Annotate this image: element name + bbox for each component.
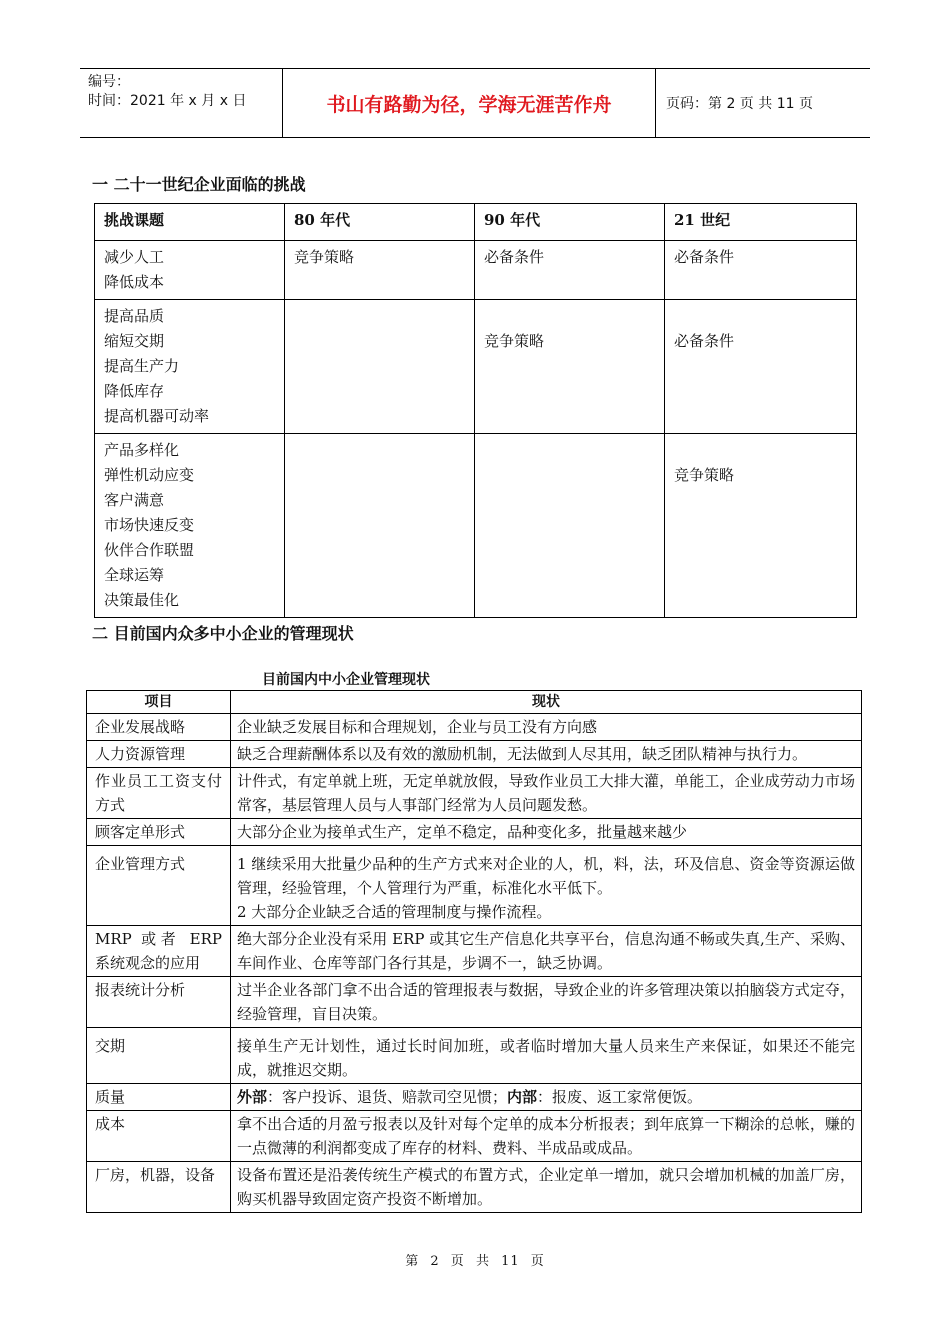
- status-cell: 接单生产无计划性，通过长时间加班，或者临时增加大量人员来生产来保证，如果还不能完成，就推迟交期。: [231, 1028, 862, 1084]
- topic-item: 市场快速反变: [104, 516, 195, 534]
- topic-cell: [95, 241, 285, 300]
- topic-item: 产品多样化: [104, 441, 180, 459]
- status-cell: 过半企业各部门拿不出合适的管理报表与数据，导致企业的许多管理决策以拍脑袋方式定夺，经验管理，盲目决策。: [231, 977, 862, 1028]
- table-row: [87, 1028, 862, 1084]
- status-cell: [231, 1084, 862, 1111]
- external-label: 外部: [237, 1088, 268, 1106]
- header-cell: 项目: [87, 691, 231, 714]
- topic-item: 弹性机动应变: [104, 466, 195, 484]
- header-cell: 现状: [231, 691, 862, 714]
- status-cell: 企业缺乏发展目标和合理规划，企业与员工没有方向感: [231, 714, 862, 741]
- item-cell: 顾客定单形式: [87, 819, 231, 846]
- topic-cell: [95, 300, 285, 434]
- header-cell: 挑战课题: [95, 204, 285, 241]
- table-row: [87, 741, 862, 768]
- status-cell: 大部分企业为接单式生产，定单不稳定，品种变化多，批量越来越少: [231, 819, 862, 846]
- doc-time-label: 时间：2021 年 x 月 x 日: [88, 93, 247, 109]
- table-row: [87, 1162, 862, 1213]
- topic-item: 决策最佳化: [104, 591, 180, 609]
- status-cell: [231, 846, 862, 926]
- item-cell: 作业员工工资支付方式: [87, 768, 231, 819]
- item-cell: 企业管理方式: [87, 846, 231, 926]
- external-text: ：客户投诉、退货、赔款司空见惯；: [267, 1088, 508, 1106]
- topic-item: 缩短交期: [104, 332, 165, 350]
- page-footer: [0, 1250, 950, 1269]
- item-cell: 交期: [87, 1028, 231, 1084]
- value-cell-21c: 必备条件: [665, 300, 857, 434]
- topic-item: 提高品质: [104, 307, 165, 325]
- table-row: [95, 434, 857, 618]
- status-cell: 缺乏合理薪酬体系以及有效的激励机制，无法做到人尽其用，缺乏团队精神与执行力。: [231, 741, 862, 768]
- footer-current-page: 2: [430, 1254, 440, 1269]
- table-row: [95, 241, 857, 300]
- value-cell-21c: 必备条件: [665, 241, 857, 300]
- header-cell: 90 年代: [475, 204, 665, 241]
- value-cell-80s: [285, 300, 475, 434]
- value-cell-90s: [475, 434, 665, 618]
- management-status-table: [86, 690, 862, 1213]
- header-meta: [80, 69, 283, 137]
- header-motto: 书山有路勤为径，学海无涯苦作舟: [283, 69, 656, 137]
- footer-total-pages: 11: [501, 1254, 520, 1269]
- status-cell: 计件式，有定单就上班，无定单就放假，导致作业员工大排大灌，单能工，企业成劳动力市场常客，基层管理人员与人事部门经常为人员问题发愁。: [231, 768, 862, 819]
- header-cell: 21 世纪: [665, 204, 857, 241]
- value-cell-80s: 竞争策略: [285, 241, 475, 300]
- status-cell: 拿不出合适的月盈亏报表以及针对每个定单的成本分析报表；到年底算一下糊涂的总帐，赚的一点微薄的利润都变成了库存的材料、费料、半成品或成品。: [231, 1111, 862, 1162]
- topic-item: 降低库存: [104, 382, 165, 400]
- value-cell-80s: [285, 434, 475, 618]
- section-2-title: 二 目前国内众多中小企业的管理现状: [92, 624, 354, 643]
- table-row: [87, 768, 862, 819]
- topic-item: 提高生产力: [104, 357, 180, 375]
- topic-cell: [95, 434, 285, 618]
- section-1-title: 一 二十一世纪企业面临的挑战: [92, 175, 306, 194]
- topic-item: 降低成本: [104, 273, 165, 291]
- topic-item: 减少人工: [104, 248, 165, 266]
- header-cell: 80 年代: [285, 204, 475, 241]
- status-paragraph: 1 继续采用大批量少品种的生产方式来对企业的人，机，料，法，环及信息、资金等资源运做管理，经验管理，个人管理行为严重，标准化水平低下。: [237, 855, 855, 897]
- item-cell: 人力资源管理: [87, 741, 231, 768]
- topic-item: 伙伴合作联盟: [104, 541, 195, 559]
- challenges-table: [94, 203, 857, 618]
- doc-number-label: 编号：: [88, 74, 130, 90]
- table-header-row: [87, 691, 862, 714]
- table-row: [87, 819, 862, 846]
- table-row: [87, 1111, 862, 1162]
- table-row: [87, 977, 862, 1028]
- item-cell: 成本: [87, 1111, 231, 1162]
- footer-part: 第: [405, 1254, 420, 1269]
- footer-part: 共: [475, 1254, 490, 1269]
- table-row: [95, 300, 857, 434]
- topic-item: 全球运筹: [104, 566, 165, 584]
- footer-part: 页: [450, 1254, 465, 1269]
- internal-text: ：报废、返工家常便饭。: [537, 1088, 703, 1106]
- status-cell: 绝大部分企业没有采用 ERP 或其它生产信息化共享平台，信息沟通不畅或失真,生产、采购、车间作业、仓库等部门各行其是，步调不一，缺乏协调。: [231, 926, 862, 977]
- status-paragraph: 2 大部分企业缺乏合适的管理制度与操作流程。: [237, 903, 552, 921]
- table-row: [87, 714, 862, 741]
- table-row: [87, 846, 862, 926]
- page-header: [80, 68, 870, 138]
- table-header-row: [95, 204, 857, 241]
- item-cell: MRP 或者 ERP 系统观念的应用: [87, 926, 231, 977]
- topic-item: 客户满意: [104, 491, 165, 509]
- item-cell: 报表统计分析: [87, 977, 231, 1028]
- value-cell-90s: 竞争策略: [475, 300, 665, 434]
- status-cell: 设备布置还是沿袭传统生产模式的布置方式，企业定单一增加，就只会增加机械的加盖厂房，购买机器导致固定资产投资不断增加。: [231, 1162, 862, 1213]
- item-cell: 厂房，机器，设备: [87, 1162, 231, 1213]
- header-page-number: 页码：第 2 页 共 11 页: [666, 96, 813, 112]
- footer-part: 页: [530, 1254, 545, 1269]
- item-cell: 企业发展战略: [87, 714, 231, 741]
- item-cell: 质量: [87, 1084, 231, 1111]
- table-row: [87, 1084, 862, 1111]
- internal-label: 内部: [507, 1088, 538, 1106]
- table-caption: 目前国内中小企业管理现状: [262, 672, 430, 688]
- topic-item: 提高机器可动率: [104, 407, 210, 425]
- table-row: [87, 926, 862, 977]
- value-cell-21c: 竞争策略: [665, 434, 857, 618]
- value-cell-90s: 必备条件: [475, 241, 665, 300]
